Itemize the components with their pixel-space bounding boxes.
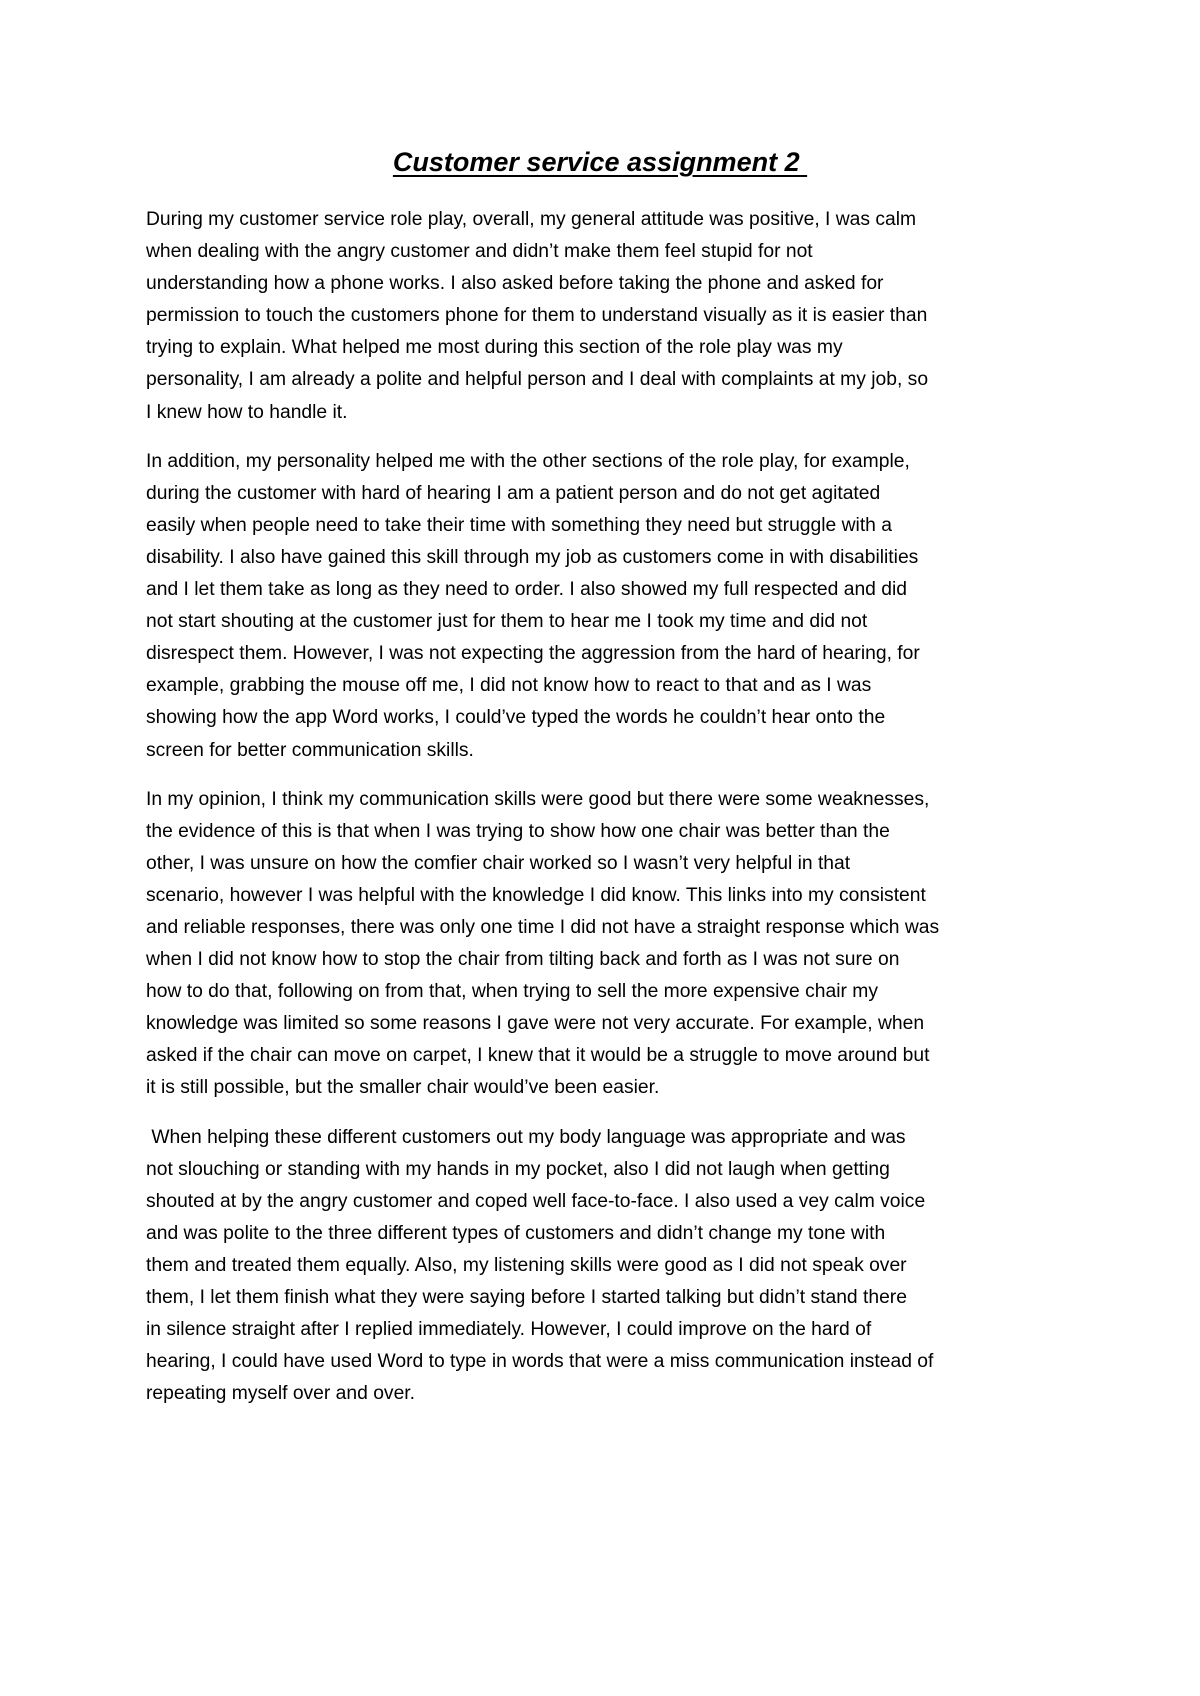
text-line: and I let them take as long as they need to order. I also showed my full respected and did: [146, 579, 907, 601]
text-line: During my customer service role play, overall, my general attitude was positive, I was calm: [146, 209, 917, 230]
text-line: easily when people need to take their time with something they need but struggle with a: [146, 514, 892, 536]
document-body: [146, 204, 1062, 1427]
text-line: example, grabbing the mouse off me, I did not know how to react to that and as I was: [146, 675, 872, 697]
text-line: personality, I am already a polite and helpful person and I deal with complaints at my job, so: [146, 369, 929, 391]
text-line: permission to touch the customers phone for them to understand visually as it is easier than: [146, 305, 928, 327]
document-title: Customer service assignment 2: [392, 147, 808, 177]
paragraph-2: [146, 446, 1062, 767]
text-line: scenario, however I was helpful with the knowledge I did know. This links into my consistent: [146, 884, 926, 906]
text-line: asked if the chair can move on carpet, I knew that it would be a struggle to move around but: [146, 1045, 930, 1067]
text-line: trying to explain. What helped me most during this section of the role play was my: [146, 337, 843, 359]
text-line: understanding how a phone works. I also asked before taking the phone and asked for: [146, 273, 884, 295]
text-line: hearing, I could have used Word to type in words that were a miss communication instead of: [146, 1351, 934, 1373]
text-line: during the customer with hard of hearing I am a patient person and do not get agitated: [146, 482, 881, 504]
text-line: shouted at by the angry customer and coped well face-to-face. I also used a vey calm voice: [146, 1190, 926, 1212]
text-line: showing how the app Word works, I could’ve typed the words he couldn’t hear onto the: [146, 707, 886, 729]
text-line: in silence straight after I replied immediately. However, I could improve on the hard of: [146, 1319, 872, 1341]
text-line: and was polite to the three different types of customers and didn’t change my tone with: [146, 1222, 886, 1244]
text-line: when I did not know how to stop the chair from tilting back and forth as I was not sure on: [146, 949, 900, 971]
text-line: In addition, my personality helped me with the other sections of the role play, for example,: [146, 450, 910, 472]
text-line: other, I was unsure on how the comfier chair worked so I wasn’t very helpful in that: [146, 852, 851, 874]
text-line: repeating myself over and over.: [146, 1383, 416, 1405]
paragraph-3: [146, 784, 1062, 1105]
text-line: disrespect them. However, I was not expecting the aggression from the hard of hearing, for: [146, 643, 920, 665]
text-line: I knew how to handle it.: [146, 401, 348, 423]
paragraph-4: [146, 1122, 1062, 1411]
text-line: how to do that, following on from that, when trying to sell the more expensive chair my: [146, 981, 878, 1003]
text-line: In my opinion, I think my communication skills were good but there were some weaknesses,: [146, 788, 930, 810]
text-line: and reliable responses, there was only one time I did not have a straight response which was: [146, 916, 940, 938]
text-line: them, I let them finish what they were saying before I started talking but didn’t stand there: [146, 1287, 907, 1308]
text-line: the evidence of this is that when I was trying to show how one chair was better than the: [146, 820, 890, 842]
text-line: when dealing with the angry customer and didn’t make them feel stupid for not: [146, 241, 813, 263]
text-line: knowledge was limited so some reasons I gave were not very accurate. For example, when: [146, 1013, 925, 1035]
text-line: not slouching or standing with my hands in my pocket, also I did not laugh when getting: [146, 1158, 890, 1180]
paragraph-1: [146, 204, 1062, 429]
text-line: When helping these different customers out my body language was appropriate and was: [146, 1126, 906, 1148]
text-line: screen for better communication skills.: [146, 739, 474, 761]
text-line: disability. I also have gained this skill through my job as customers come in with disabilities: [146, 546, 919, 568]
text-line: it is still possible, but the smaller chair would’ve been easier.: [146, 1077, 660, 1099]
text-line: them and treated them equally. Also, my listening skills were good as I did not speak over: [146, 1254, 907, 1276]
text-line: not start shouting at the customer just for them to hear me I took my time and did not: [146, 611, 868, 633]
